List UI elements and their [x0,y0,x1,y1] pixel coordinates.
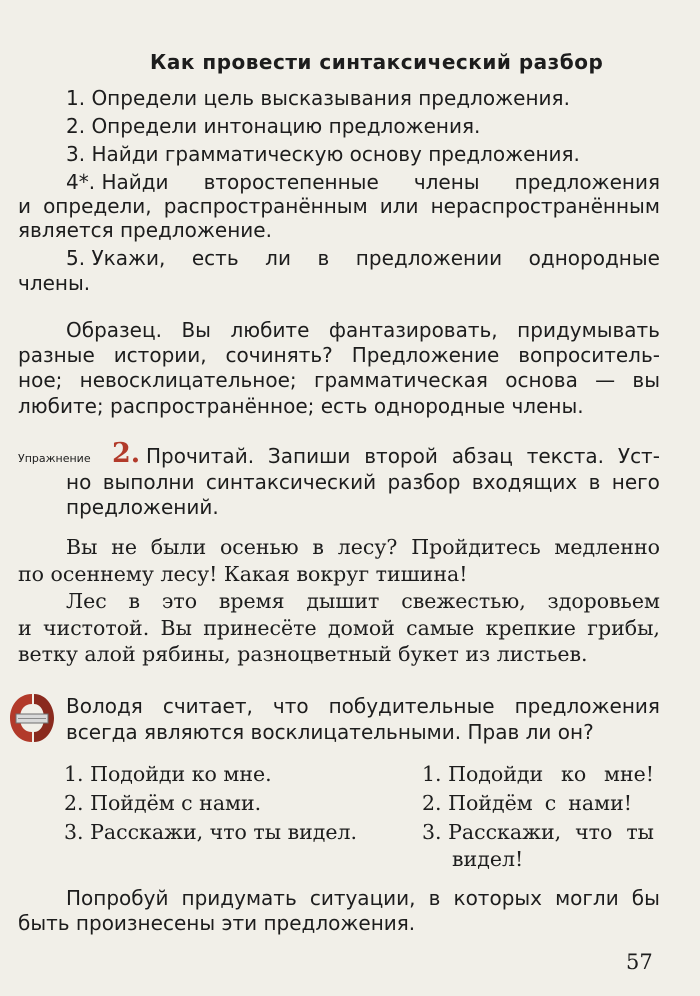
word: вы [632,368,660,392]
word: что [575,820,613,844]
step-1: 1. Определи цель высказывания предложения. [66,86,570,110]
word: которых [453,886,543,910]
word: медленно [554,535,660,559]
sample-line-1 [66,318,660,342]
word: побудительные [328,694,495,718]
word: свежестью, [401,589,526,613]
word: сочинять? [225,343,333,367]
task-line-1 [66,886,660,910]
step-5-line-1 [66,246,660,270]
word: Попробуй [66,886,169,910]
word: Пройдитесь [411,535,541,559]
page-number: 57 [626,950,653,974]
word: входящих [471,470,578,494]
word: основа [505,368,578,392]
word: 5. Укажи, [66,246,166,270]
word: чистотой. [42,616,150,640]
word: в [588,470,601,494]
exercise-line-1 [146,444,660,468]
word: второстепенные [203,170,379,194]
word: фантазировать, [328,318,498,342]
word: Лес [66,589,107,613]
question-line-1 [66,694,660,718]
word: 4*. Найди [66,170,169,194]
word: лесу? [337,535,398,559]
exercise-label: Упражнение [18,452,91,465]
word: разбор [387,470,461,494]
word: второй [364,444,438,468]
example-right-2 [422,791,632,815]
word: него [611,470,660,494]
example-right-3-cont: видел! [452,847,524,871]
step-4-line-1 [66,170,660,194]
word: самые [406,616,475,640]
word: разные [18,343,95,367]
example-left-3: 3. Расскажи, что ты видел. [64,820,358,844]
word: были [150,535,207,559]
word: крепкие [485,616,576,640]
word: Запиши [267,444,351,468]
word: дышит [306,589,380,613]
word: домой [327,616,395,640]
section-heading: Как провести синтаксический разбор [150,50,604,74]
exercise-number: 2. [112,438,141,469]
word: ное; [18,368,63,392]
word: в [128,589,141,613]
sample-line-2 [18,343,660,367]
word: и [18,194,31,218]
examples-left [64,760,357,847]
step-3: 3. Найди грамматическую основу предложения. [66,142,580,166]
word: Вы [181,318,211,342]
word: могли [555,886,619,910]
exercise-line-2 [66,470,660,494]
word: придумывать [517,318,660,342]
word: невосклицательное; [79,368,297,392]
text-p2-line-1 [66,589,660,613]
word: придумать [181,886,297,910]
word: в [428,886,441,910]
exercise-line-3: предложений. [66,495,219,519]
word: не [111,535,137,559]
word: однородные [528,246,660,270]
word: время [218,589,285,613]
word: бы [631,886,660,910]
word: вопроситель- [518,343,660,367]
example-left-1: 1. Подойди ко мне. [64,762,272,786]
word: грамматическая [313,368,488,392]
word: что [272,694,309,718]
word: абзац [451,444,513,468]
word: ты [626,820,654,844]
word: 2. Пойдём [422,791,533,815]
word: или [379,194,419,218]
word: нами! [568,791,632,815]
text-p1-line-2: по осеннему лесу! Какая вокруг тишина! [18,562,468,586]
word: истории, [113,343,207,367]
word: определи, [43,194,152,218]
example-right-3 [422,820,654,844]
word: грибы, [587,616,660,640]
word: мне! [604,762,654,786]
step-2: 2. Определи интонацию предложения. [66,114,481,138]
sample-line-4: любите; распространённое; есть однородные члены. [18,394,584,418]
question-line-2: всегда являются восклицательными. Прав ли он? [66,720,594,744]
step-5-line-2: члены. [18,271,91,295]
word: Прочитай. [146,444,255,468]
word: ко [561,762,587,786]
word: Образец. [66,318,162,342]
word: ли [265,246,291,270]
word: осенью [219,535,299,559]
word: Вы [66,535,98,559]
word: Володя [66,694,143,718]
text-p1-line-1 [66,535,660,559]
word: нераспространённым [430,194,660,218]
task-line-2: быть произнесены эти предложения. [18,911,416,935]
word: здоровьем [547,589,660,613]
text-p2-line-2 [18,616,660,640]
word: но [66,470,92,494]
word: в [317,246,330,270]
example-right-1 [422,762,654,786]
word: ситуации, [309,886,416,910]
word: предложения [514,694,660,718]
word: текста. [526,444,604,468]
word: Предложение [351,343,500,367]
word: члены [413,170,480,194]
discussion-icon [2,686,62,750]
word: и [18,616,32,640]
word: Уст- [617,444,660,468]
word: Вы [160,616,192,640]
step-4-line-2 [18,194,660,218]
word: 3. Расскажи, [422,820,562,844]
sample-line-3 [18,368,660,392]
word: — [595,368,616,392]
step-4-line-3: является предложение. [18,218,272,242]
word: предложении [355,246,503,270]
word: предложения [514,170,660,194]
word: это [161,589,198,613]
word: 1. Подойди [422,762,544,786]
word: любите [230,318,310,342]
word: выполни [102,470,195,494]
text-p2-line-3: ветку алой рябины, разноцветный букет из листьев. [18,642,588,666]
example-left-2: 2. Пойдём с нами. [64,791,262,815]
word: с [544,791,557,815]
word: в [312,535,324,559]
word: есть [191,246,239,270]
word: считает, [162,694,253,718]
word: синтаксический [205,470,377,494]
word: распространённым [163,194,368,218]
word: принесёте [203,616,317,640]
